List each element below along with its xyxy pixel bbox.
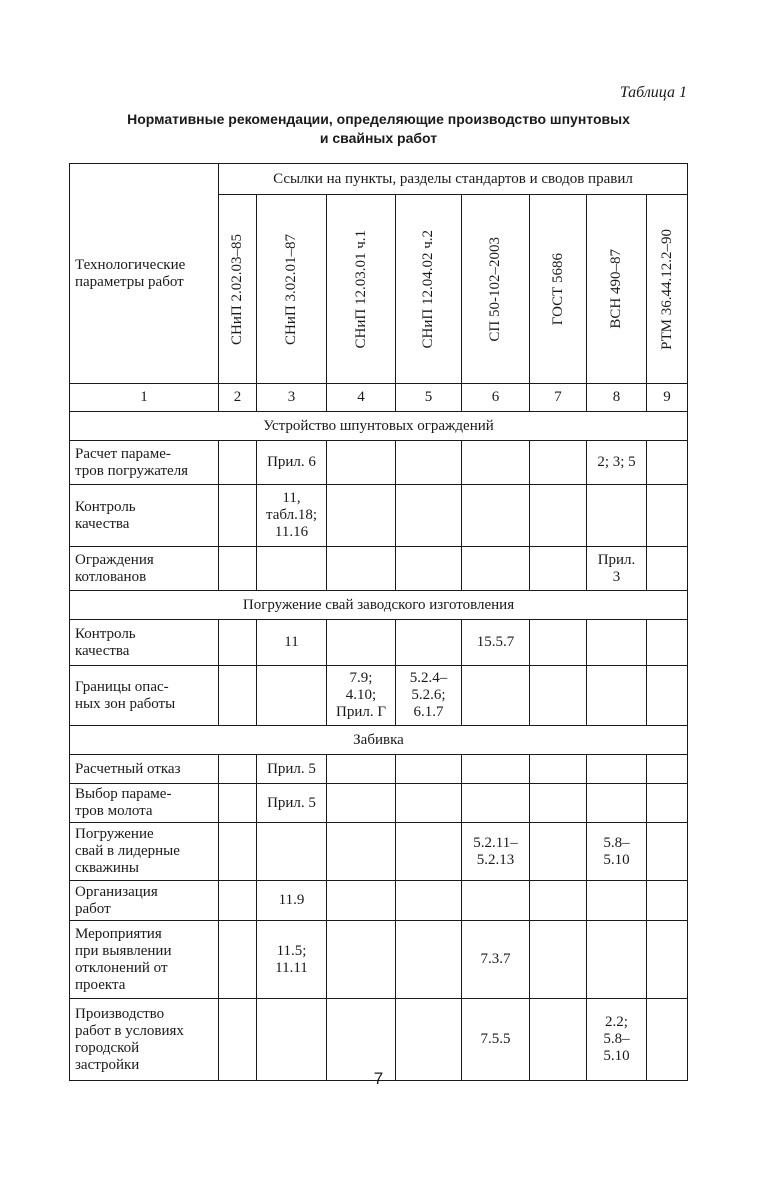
reference-cell <box>647 921 688 999</box>
span-header-cell: Ссылки на пункты, разделы стандартов и сводов правил <box>219 164 688 195</box>
column-number: 1 <box>70 384 219 412</box>
reference-cell <box>647 620 688 666</box>
column-number: 2 <box>219 384 257 412</box>
reference-cell: 2; 3; 5 <box>587 441 647 485</box>
table-row <box>70 921 688 999</box>
param-header-cell: Технологические параметры работ <box>70 164 219 384</box>
reference-cell <box>587 620 647 666</box>
reference-cell <box>647 755 688 784</box>
column-number-row <box>70 384 688 412</box>
reference-cell <box>530 666 587 726</box>
norms-table <box>69 163 688 1081</box>
reference-cell <box>587 881 647 921</box>
reference-cell: 7.3.7 <box>462 921 530 999</box>
reference-cell <box>587 755 647 784</box>
param-cell: Расчетный отказ <box>70 755 219 784</box>
reference-cell <box>647 485 688 547</box>
reference-cell <box>530 784 587 823</box>
reference-cell <box>587 784 647 823</box>
table-row <box>70 620 688 666</box>
reference-cell <box>396 547 462 591</box>
table-row <box>70 547 688 591</box>
reference-cell <box>396 441 462 485</box>
reference-cell <box>530 441 587 485</box>
param-cell: Ограждения котлованов <box>70 547 219 591</box>
reference-cell <box>462 547 530 591</box>
reference-cell: Прил. 5 <box>257 755 327 784</box>
reference-cell: 5.2.4– 5.2.6; 6.1.7 <box>396 666 462 726</box>
reference-cell: 11 <box>257 620 327 666</box>
table-row <box>70 881 688 921</box>
section-row <box>70 412 688 441</box>
reference-cell <box>219 784 257 823</box>
reference-cell <box>327 547 396 591</box>
page-title <box>0 110 757 148</box>
column-header-5 <box>462 195 530 384</box>
column-header-6 <box>530 195 587 384</box>
reference-cell <box>530 921 587 999</box>
reference-cell <box>396 784 462 823</box>
column-number: 3 <box>257 384 327 412</box>
param-cell: Мероприятия при выявлении отклонений от проекта <box>70 921 219 999</box>
reference-cell <box>647 441 688 485</box>
column-header-4 <box>396 195 462 384</box>
section-title: Погружение свай заводского изготовления <box>70 591 688 620</box>
page-number: 7 <box>373 1069 384 1088</box>
reference-cell <box>396 921 462 999</box>
reference-cell <box>462 666 530 726</box>
reference-cell <box>587 485 647 547</box>
column-header-text: ВСН 490–87 <box>608 249 624 329</box>
table-label: Таблица 1 <box>619 84 687 101</box>
column-header-text: СНиП 2.02.03–85 <box>229 233 245 345</box>
table-row <box>70 666 688 726</box>
column-header-1 <box>219 195 257 384</box>
column-header-7 <box>587 195 647 384</box>
param-cell: Расчет параме- тров погружателя <box>70 441 219 485</box>
table-row <box>70 755 688 784</box>
reference-cell <box>219 485 257 547</box>
reference-cell: 5.8– 5.10 <box>587 823 647 881</box>
reference-cell <box>327 921 396 999</box>
reference-cell <box>219 823 257 881</box>
column-header-8 <box>647 195 688 384</box>
reference-cell <box>530 485 587 547</box>
reference-cell <box>327 485 396 547</box>
reference-cell: 11.5; 11.11 <box>257 921 327 999</box>
reference-cell <box>530 755 587 784</box>
table-row <box>70 784 688 823</box>
param-cell: Контроль качества <box>70 485 219 547</box>
reference-cell <box>462 881 530 921</box>
reference-cell <box>257 547 327 591</box>
column-header-text: СНиП 3.02.01–87 <box>283 233 299 345</box>
param-cell: Погружение свай в лидерные скважины <box>70 823 219 881</box>
reference-cell <box>530 823 587 881</box>
reference-cell <box>462 755 530 784</box>
reference-cell: Прил. 6 <box>257 441 327 485</box>
reference-cell <box>327 441 396 485</box>
column-number: 9 <box>647 384 688 412</box>
column-header-text: СНиП 12.04.02 ч.2 <box>420 229 436 349</box>
reference-cell <box>647 881 688 921</box>
reference-cell <box>462 485 530 547</box>
param-cell: Выбор параме- тров молота <box>70 784 219 823</box>
reference-cell <box>219 881 257 921</box>
section-row <box>70 591 688 620</box>
reference-cell <box>327 823 396 881</box>
section-title: Устройство шпунтовых ограждений <box>70 412 688 441</box>
reference-cell <box>327 755 396 784</box>
column-header-text: РТМ 36.44.12.2–90 <box>658 228 675 350</box>
reference-cell <box>647 547 688 591</box>
reference-cell <box>462 441 530 485</box>
reference-cell <box>219 620 257 666</box>
param-cell: Организация работ <box>70 881 219 921</box>
reference-cell: 11.9 <box>257 881 327 921</box>
reference-cell <box>396 881 462 921</box>
reference-cell: 2.2; 5.8– 5.10 <box>587 999 647 1081</box>
column-header-text: СП 50-102–2003 <box>487 236 503 342</box>
reference-cell <box>396 755 462 784</box>
reference-cell <box>587 666 647 726</box>
reference-cell <box>327 620 396 666</box>
column-number: 5 <box>396 384 462 412</box>
reference-cell <box>396 485 462 547</box>
column-header-3 <box>327 195 396 384</box>
table-row <box>70 485 688 547</box>
reference-cell <box>219 755 257 784</box>
page-title-line-1: Нормативные рекомендации, определяющие производство шпунтовых <box>127 111 630 127</box>
reference-cell: 7.5.5 <box>462 999 530 1081</box>
reference-cell: Прил. 3 <box>587 547 647 591</box>
column-header-2 <box>257 195 327 384</box>
column-number: 4 <box>327 384 396 412</box>
reference-cell <box>530 547 587 591</box>
reference-cell <box>647 823 688 881</box>
section-title: Забивка <box>70 726 688 755</box>
reference-cell <box>219 441 257 485</box>
table-row <box>70 823 688 881</box>
param-cell: Контроль качества <box>70 620 219 666</box>
reference-cell <box>219 921 257 999</box>
reference-cell <box>219 666 257 726</box>
column-number: 8 <box>587 384 647 412</box>
reference-cell <box>257 666 327 726</box>
reference-cell <box>327 784 396 823</box>
param-cell: Границы опас- ных зон работы <box>70 666 219 726</box>
reference-cell <box>396 823 462 881</box>
reference-cell <box>587 921 647 999</box>
reference-cell: 11, табл.18; 11.16 <box>257 485 327 547</box>
table-row <box>70 441 688 485</box>
column-number: 6 <box>462 384 530 412</box>
reference-cell <box>219 547 257 591</box>
section-row <box>70 726 688 755</box>
reference-cell <box>530 881 587 921</box>
reference-cell <box>257 823 327 881</box>
reference-cell: 5.2.11– 5.2.13 <box>462 823 530 881</box>
reference-cell <box>647 784 688 823</box>
param-cell: Производство работ в условиях городской застройки <box>70 999 219 1081</box>
reference-cell <box>462 784 530 823</box>
reference-cell: Прил. 5 <box>257 784 327 823</box>
page-title-line-2: и свайных работ <box>319 130 438 146</box>
column-header-text: СНиП 12.03.01 ч.1 <box>352 229 369 349</box>
reference-cell: 7.9; 4.10; Прил. Г <box>327 666 396 726</box>
reference-cell <box>327 881 396 921</box>
reference-cell <box>530 620 587 666</box>
reference-cell: 15.5.7 <box>462 620 530 666</box>
reference-cell <box>647 666 688 726</box>
column-number: 7 <box>530 384 587 412</box>
column-header-text: ГОСТ 5686 <box>549 252 566 326</box>
reference-cell <box>396 620 462 666</box>
